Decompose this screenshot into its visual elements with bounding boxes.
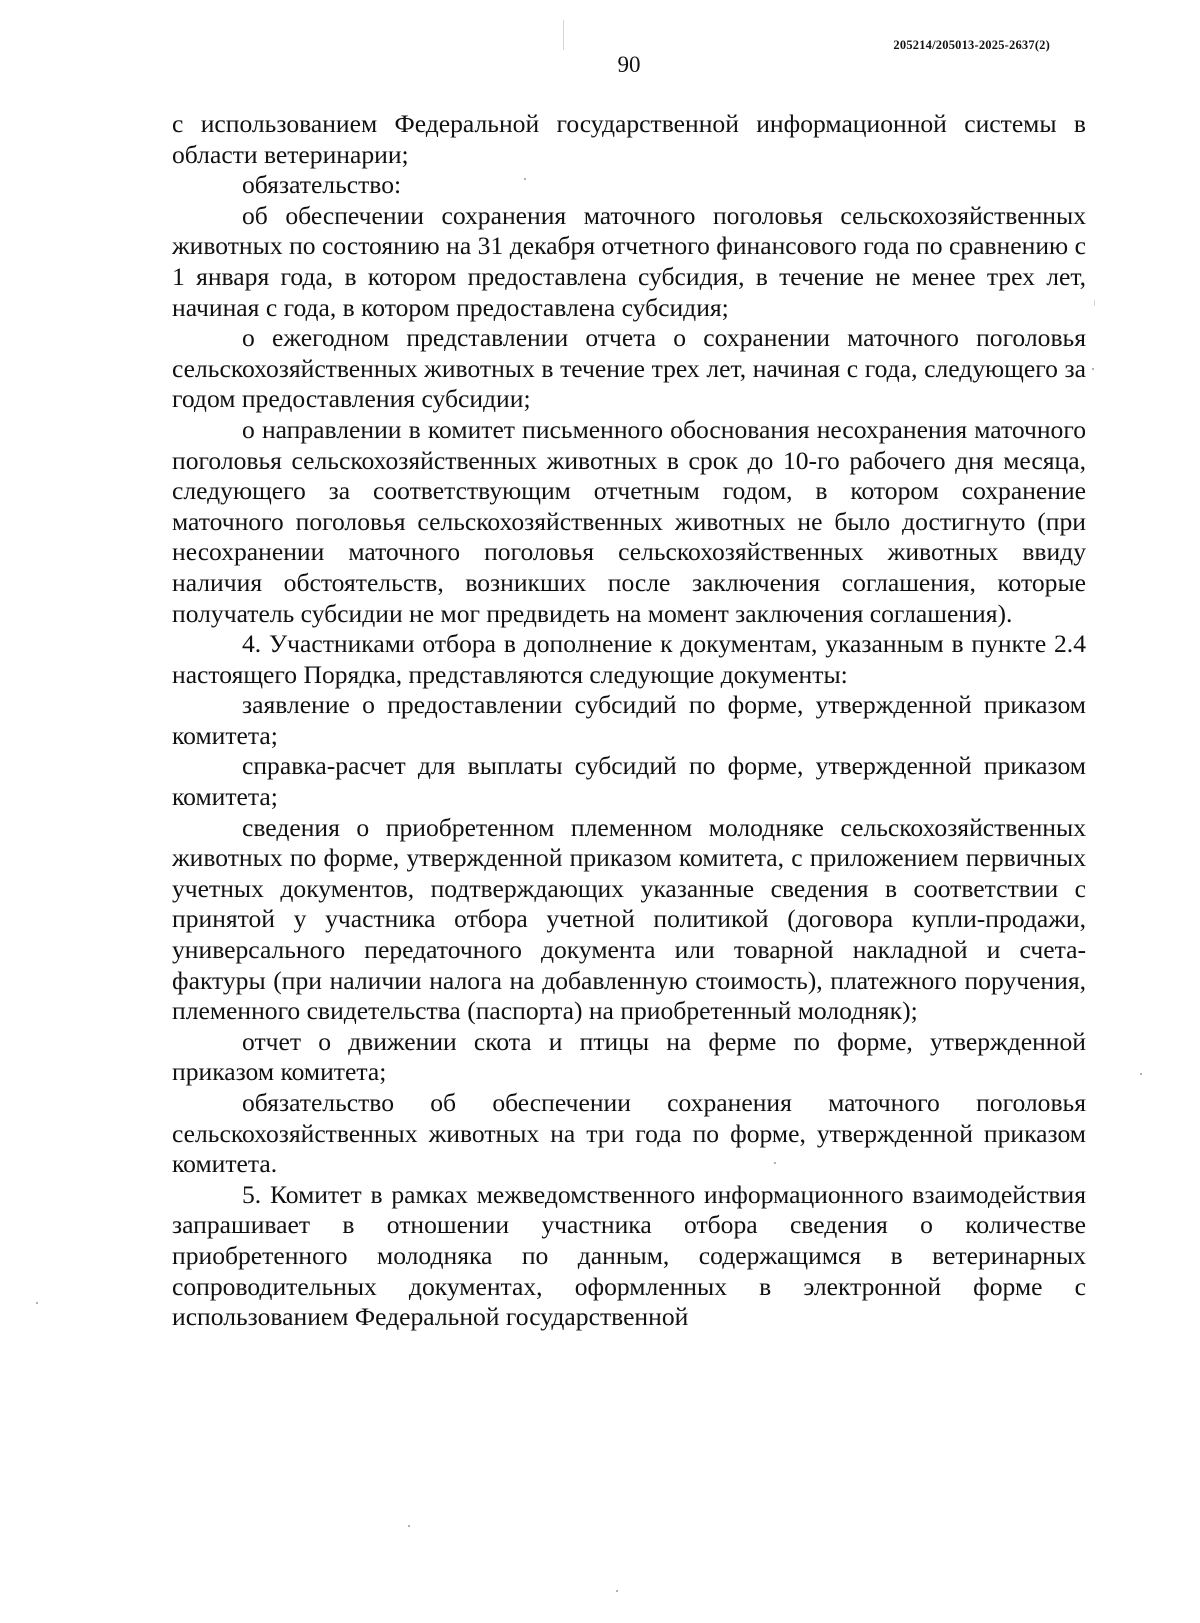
paragraph-obligation-heading: обязательство: bbox=[242, 170, 402, 200]
scan-artifact-speck bbox=[408, 1525, 410, 1527]
scan-artifact-speck bbox=[774, 1162, 776, 1164]
paragraph-calculation-certificate: справка-расчет для выплаты субсидий по форме, утвержденной приказом комитета; bbox=[172, 751, 1086, 812]
paragraph-purchased-youngstock: сведения о приобретенном племенном молодняке сельскохозяйственных животных по форме, утвержденной приказом комитета, с приложением первичных учетных документов, подтверждающих указанные сведения в соответствии с принятой у участника отбора учетной политикой (договора купли-продажи, универсального передаточного документа или товарной накладной и счета-фактуры (при наличии налога на добавленную стоимость), платежного поручения, племенного свидетельства (паспорта) на приобретенный молодняк); bbox=[172, 812, 1086, 1026]
scan-artifact-speck bbox=[36, 1302, 38, 1304]
scan-artifact-line bbox=[563, 20, 564, 50]
scan-artifact-speck bbox=[616, 1590, 618, 1592]
paragraph-three-year-obligation: обязательство об обеспечении сохранения маточного поголовья сельскохозяйственных животных на три года по форме, утвержденной приказом комитета. bbox=[172, 1088, 1086, 1179]
document-registration-number: 205214/205013-2025-2637(2) bbox=[893, 38, 1050, 52]
paragraph-item-4: 4. Участниками отбора в дополнение к документам, указанным в пункте 2.4 настоящего Порядка, представляются следующие документы: bbox=[172, 629, 1086, 689]
document-body bbox=[172, 109, 1086, 1333]
paragraph-continuation: с использованием Федеральной государственной информационной системы в области ветеринарии; bbox=[172, 109, 1086, 169]
paragraph-application: заявление о предоставлении субсидий по форме, утвержденной приказом комитета; bbox=[172, 690, 1086, 750]
page-number: 90 bbox=[617, 52, 641, 77]
scan-artifact-line bbox=[1094, 300, 1095, 306]
paragraph-farm-movement-report: отчет о движении скота и птицы на ферме по форме, утвержденной приказом комитета; bbox=[172, 1026, 1086, 1087]
scan-artifact-speck bbox=[1092, 368, 1094, 370]
scan-artifact-speck bbox=[524, 178, 526, 180]
paragraph-livestock-preservation: об обеспечении сохранения маточного поголовья сельскохозяйственных животных по состоянию на 31 декабря отчетного финансового года по сравнению с 1 января года, в котором предоставлена субсидия, в течение не менее трех лет, начиная с года, в котором предоставлена субсидия; bbox=[172, 200, 1086, 322]
paragraph-written-justification: о направлении в комитет письменного обоснования несохранения маточного поголовья сельскохозяйственных животных в срок до 10-го рабочего дня месяца, следующего за соответствующим отчетным годом, в котором сохранение маточного поголовья сельскохозяйственных животных не было достигнуто (при несохранении маточного поголовья сельскохозяйственных животных ввиду наличия обстоятельств, возникших после заключения соглашения, которые получатель субсидии не мог предвидеть на момент заключения соглашения). bbox=[172, 414, 1086, 628]
paragraph-item-5: 5. Комитет в рамках межведомственного информационного взаимодействия запрашивает в отношении участника отбора сведения о количестве приобретенного молодняка по данным, содержащимся в ветеринарных сопроводительных документах, оформленных в электронной форме с использованием Федеральной государственной bbox=[172, 1179, 1086, 1332]
paragraph-annual-report: о ежегодном представлении отчета о сохранении маточного поголовья сельскохозяйственных животных в течение трех лет, начиная с года, следующего за годом предоставления субсидии; bbox=[172, 323, 1086, 414]
scan-artifact-speck bbox=[1140, 1073, 1142, 1075]
